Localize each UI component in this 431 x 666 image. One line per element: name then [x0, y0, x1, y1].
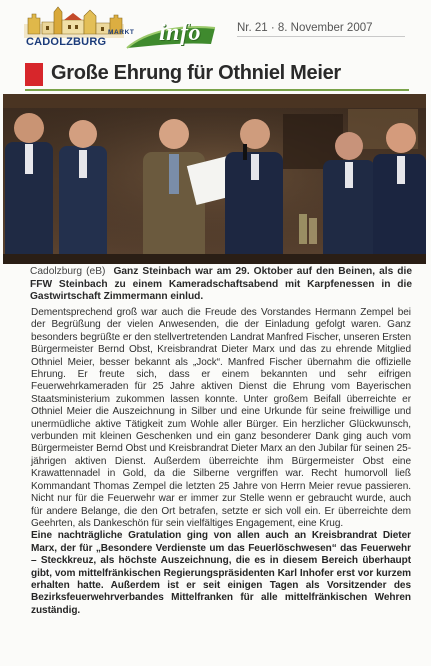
- article-photo: [3, 94, 426, 264]
- headline-marker: [25, 63, 43, 86]
- article-paragraph-2: Eine nachträgliche Gratulation ging von allen auch an Kreisbrandrat Dieter Marx, der für „Besondere Verdienste um das Feuerlöschwesen“ das Feuerwehr – Steckkreuz, als höchste Auszeichnung, die es in diesem Bereich überhaupt gibt, vom mittelfränkischen Regierungspräsidenten Karl Inhofer erst vor kurzem erhalten hatte. Außerdem ist er seit einigen Tagen als Vorsitzender des Bezirksfeuerwehrverbandes Mittelfranken für alle mittelfränkischen Wehren zuständig.: [31, 530, 411, 616]
- caption-lead: Ganz Steinbach war am 29. Oktober auf den Beinen, als die FFW Steinbach zu einem Kameradschaftsabend mit Karpfenessen in die Gastwirtschaft Zimmermann einlud.: [30, 266, 412, 302]
- article-headline: Große Ehrung für Othniel Meier: [51, 62, 341, 84]
- issue-date: Nr. 21 · 8. November 2007: [237, 22, 373, 34]
- photo-caption: [30, 266, 412, 304]
- info-badge-text: info: [159, 20, 202, 46]
- headline-block: [25, 62, 409, 88]
- article-paragraph-1: Dementsprechend groß war auch die Freude des Vorstandes Hermann Zempel bei der Begrüßung der vielen Anwesenden, die der Einladung gefolgt waren. Ganz besonders begrüßte er den stellvertretenden Landrat Manfred Fischer, unseren Ersten Bürgermeister Bernd Obst, Kreisbrandrat Dieter Marx und das zu ehrende Mitglied Othniel Meier, besser bekannt als „Jock“. Manfred Fischer übernahm die offizielle Ehrung. Er freute sich, dass er einem bekannten und sehr eifrigen Feuerwehrkameraden für 25 Jahre aktiven Dienst die Ehrung vom Bayerischen Staatsministerium zukommen lassen konnte. Unter großem Beifall überreichte er Othniel Meier die Auszeichnung in Silber und eine Urkunde für seine freiwillige und unermüdliche aktive Tätigkeit zum Wohle aller Bürger. Ein herzlicher Glückwunsch, verbunden mit kleinen Geschenken und ein ganz besonderer Dank ging auch vom Bürgermeister Bernd Obst und Kreisbrandrat Dieter Marx an den Jubilar für seinen 25-jährigen aktiven Dienst. Außerdem überreichte ihm Bürgermeister Obst eine Krawattennadel in Gold, da die Silberne vergriffen war. Recht humorvoll ließ Kommandant Thomas Zempel die letzten 25 Jahre von Herrn Meier revue passieren. Nicht nur für die Feuerwehr war er immer zur Stelle wenn er gebraucht wurde, auch für andere Belange, die den Ort betrafen, setzte er sich voll ein. Er überreichte dem Geehrten, als Dankeschön für sein vielfältiges Engagement, eine Krug.: [31, 307, 412, 529]
- issue-divider: [237, 36, 405, 37]
- info-badge: [125, 22, 217, 52]
- caption-source: Cadolzburg (eB): [30, 266, 106, 277]
- logo-markt-text: MARKT: [108, 29, 135, 36]
- article-body: [31, 307, 411, 617]
- headline-divider: [25, 89, 409, 91]
- masthead: [0, 0, 431, 56]
- cadolzburg-logo: [24, 4, 135, 50]
- ceremony-photo: [3, 94, 426, 264]
- logo-town-name: CADOLZBURG: [26, 36, 107, 48]
